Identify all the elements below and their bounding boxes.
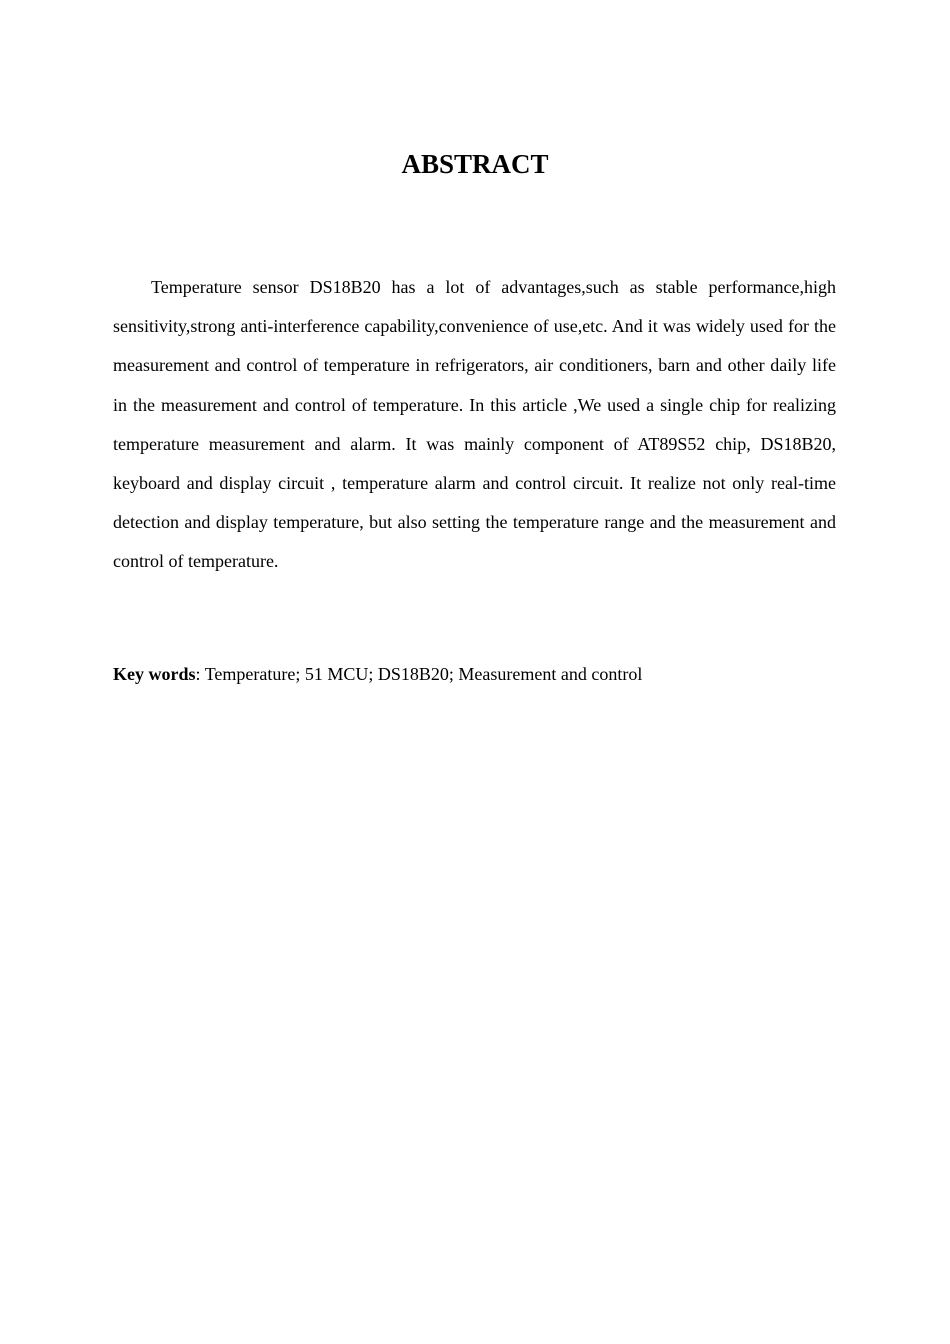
keywords-list: Temperature; 51 MCU; DS18B20; Measurement and control	[204, 664, 643, 684]
abstract-paragraph: Temperature sensor DS18B20 has a lot of advantages,such as stable performance,high sensitivity,strong anti-interference capability,convenience of use,etc. And it was widely used for the measurement and control of temperature in refrigerators, air conditioners, barn and other daily life in the measurement and control of temperature. In this article ,We used a single chip for realizing temperature measurement and alarm. It was mainly component of AT89S52 chip, DS18B20, keyboard and display circuit , temperature alarm and control circuit. It realize not only real-time detection and display temperature, but also setting the temperature range and the measurement and control of temperature.	[113, 277, 836, 572]
keywords-separator: :	[195, 664, 205, 684]
keywords-label: Key words	[113, 664, 196, 684]
keywords-line	[113, 655, 836, 694]
page-title: ABSTRACT	[401, 149, 549, 179]
